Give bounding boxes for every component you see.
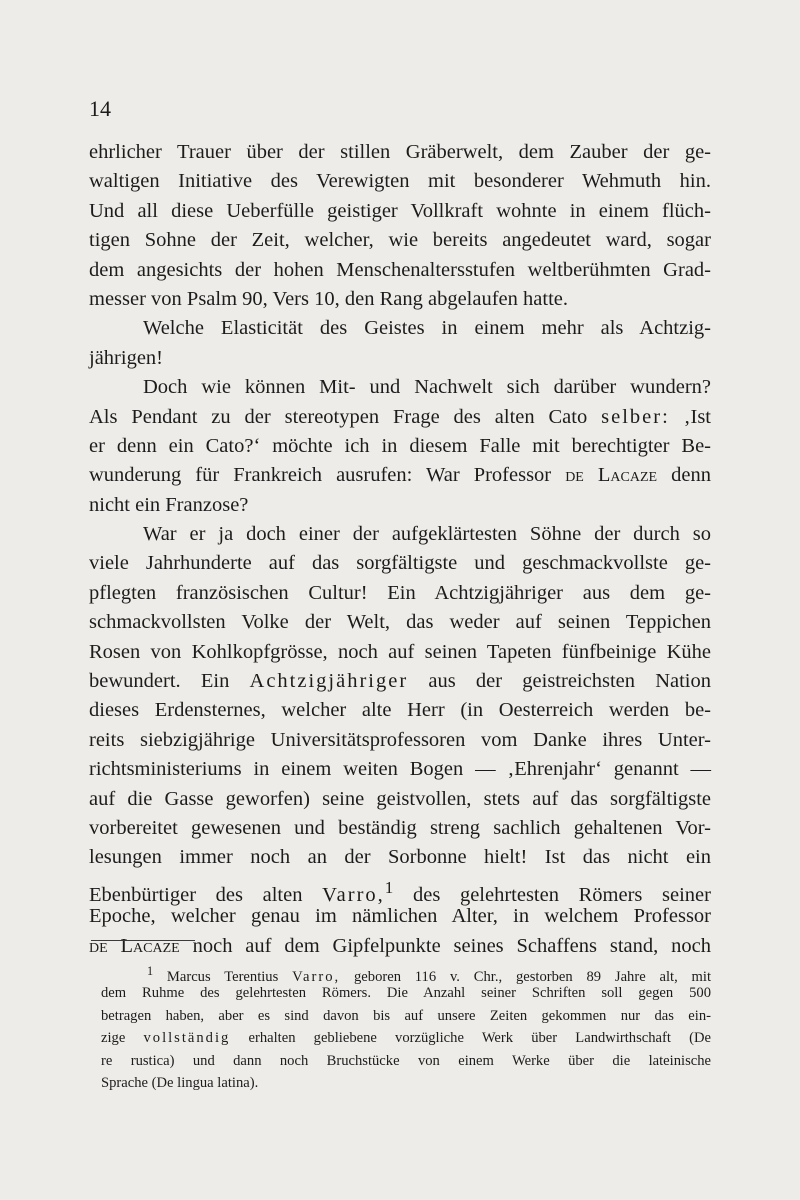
- text-line: Welche Elasticität des Geistes in einem mehr als Achtzig-: [143, 317, 711, 340]
- text-line: nicht ein Franzose?: [89, 493, 249, 516]
- body-text: [89, 138, 711, 961]
- text-line: auf die Gasse geworfen) seine geistvollen, stets auf das sorgfältigste: [89, 787, 711, 810]
- text-line: [89, 403, 711, 432]
- text-run: Als Pendant zu der stereotypen Frage des alten Cato: [89, 405, 602, 428]
- spaced-text: Varro,: [322, 883, 385, 906]
- text-line: ehrlicher Trauer über der stillen Gräberwelt, dem Zauber der ge-: [89, 141, 711, 163]
- footnote-line: [101, 1027, 711, 1049]
- text-line: waltigen Initiative des Verewigten mit besonderer Wehmuth hin.: [89, 170, 711, 193]
- footnote-line: dem Ruhme des gelehrtesten Römers. Die Anzahl seiner Schriften soll gegen 500: [101, 985, 711, 1002]
- spaced-text: Varro,: [292, 968, 341, 985]
- text-line: dem angesichts der hohen Menschenaltersstufen weltberühmten Grad-: [89, 258, 711, 281]
- text-run: Marcus Terentius: [153, 968, 293, 985]
- text-line: dieses Erdensternes, welcher alte Herr (in Oesterreich werden be-: [89, 699, 711, 722]
- page-number: 14: [89, 96, 111, 121]
- text-line: vorbereitet gewesenen und beständig streng sachlich gehaltenen Vor-: [89, 816, 711, 839]
- text-line: [89, 873, 711, 906]
- footnote-line: re rustica) und dann noch Bruchstücke von einem Werke über die lateinische: [101, 1052, 711, 1069]
- text-run: ‚Ist: [669, 405, 711, 428]
- footnote-line: Sprache (De lingua latina).: [101, 1074, 259, 1091]
- footnotes: [101, 960, 711, 1094]
- text-line: Epoche, welcher genau im nämlichen Alter, in welchem Professor: [89, 905, 711, 928]
- spaced-text: Achtzigjähriger: [249, 670, 409, 693]
- text-line: Rosen von Kohlkopfgrösse, noch auf seinen Tapeten fünfbeinige Kühe: [89, 640, 711, 663]
- text-line: [89, 461, 711, 490]
- text-run: bewundert. Ein: [89, 670, 250, 693]
- text-line: tigen Sohne der Zeit, welcher, wie bereits angedeutet ward, sogar: [89, 229, 711, 252]
- text-run: geboren 116 v. Chr., gestorben 89 Jahre alt, mit: [340, 968, 711, 985]
- text-line: [89, 932, 711, 961]
- text-run: Ebenbürtiger des alten: [89, 883, 323, 906]
- text-line: messer von Psalm 90, Vers 10, den Rang abgelaufen hatte.: [89, 287, 568, 310]
- spaced-text: selber:: [601, 405, 670, 428]
- text-line: schmackvollsten Volke der Welt, das weder auf seinen Teppichen: [89, 611, 711, 634]
- text-line: lesungen immer noch an der Sorbonne hielt! Ist das nicht ein: [89, 846, 711, 869]
- text-line: [89, 667, 711, 696]
- text-run: zige: [101, 1030, 144, 1047]
- footnote-line: [101, 960, 711, 985]
- footnote-rule: [91, 940, 195, 941]
- footnote-line: betragen haben, aber es sind davon bis auf unsere Zeiten gekommen nur das ein-: [101, 1007, 711, 1024]
- spaced-text: vollständig: [143, 1030, 231, 1047]
- text-line: er denn ein Cato?‘ möchte ich in diesem Falle mit berechtigter Be-: [89, 434, 711, 457]
- text-run: wunderung für Frankreich ausrufen: War Professor: [89, 464, 566, 487]
- text-run: erhalten gebliebene vorzügliche Werk über Landwirthschaft (De: [230, 1030, 711, 1047]
- text-line: jährigen!: [89, 346, 163, 369]
- small-caps-name: de Lacaze: [89, 934, 180, 957]
- text-line: viele Jahrhunderte auf das sorgfältigste und geschmackvollste ge-: [89, 552, 711, 575]
- text-line: Und all diese Ueberfülle geistiger Vollkraft wohnte in einem flüch-: [89, 199, 711, 222]
- text-line: pflegten französischen Cultur! Ein Achtzigjähriger aus dem ge-: [89, 581, 711, 604]
- footnote-marker: 1: [147, 964, 154, 978]
- text-run: des gelehrtesten Römers seiner: [393, 883, 711, 906]
- text-line: richtsministeriums in einem weiten Bogen — ‚Ehrenjahr‘ genannt —: [89, 758, 711, 781]
- text-line: Doch wie können Mit- und Nachwelt sich darüber wundern?: [143, 376, 711, 399]
- footnote-reference: 1: [384, 877, 394, 897]
- text-run: noch auf dem Gipfelpunkte seines Schaffens stand, noch: [179, 934, 711, 957]
- text-run: denn: [657, 464, 711, 487]
- text-run: aus der geistreichsten Nation: [408, 670, 711, 693]
- text-line: reits siebzigjährige Universitätsprofessoren vom Danke ihres Unter-: [89, 728, 711, 751]
- small-caps-name: de Lacaze: [565, 464, 658, 487]
- text-line: War er ja doch einer der aufgeklärtesten Söhne der durch so: [143, 523, 711, 546]
